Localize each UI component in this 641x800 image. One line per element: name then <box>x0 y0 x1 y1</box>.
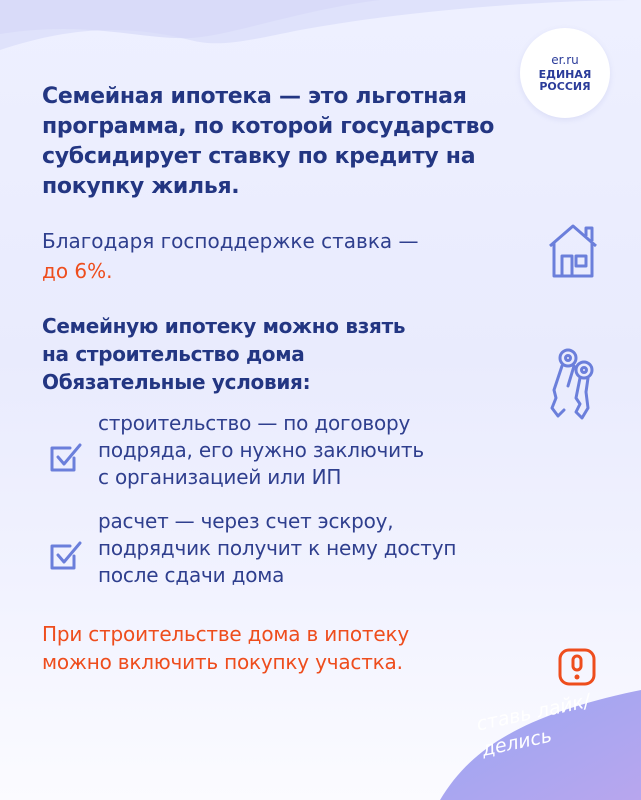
logo-brand-text: ЕДИНАЯ РОССИЯ <box>538 68 592 93</box>
note-line: можно включить покупку участка. <box>42 650 403 674</box>
condition-item <box>98 508 568 589</box>
conditions-heading <box>42 312 512 396</box>
intro-heading: Семейная ипотека — это льготная программа, по которой государство субсидирует ставку по кредиту на покупку жилья. <box>42 84 495 199</box>
house-icon <box>544 222 602 280</box>
condition-line: расчет — через счет эскроу, <box>98 509 394 533</box>
conditions-heading-line1: Семейную ипотеку можно взять <box>42 314 406 338</box>
condition-line: подряда, его нужно заключить <box>98 438 424 462</box>
condition-line: после сдачи дома <box>98 563 285 587</box>
checkbox-icon <box>48 440 84 476</box>
checkbox-icon <box>48 538 84 574</box>
conditions-heading-line2: на строительство дома <box>42 342 305 366</box>
logo-site-text: er.ru <box>551 53 579 67</box>
condition-item <box>98 410 568 491</box>
rate-label: Благодаря господдержке ставка — <box>42 229 419 253</box>
party-logo[interactable] <box>520 28 610 118</box>
land-purchase-note <box>42 620 542 676</box>
note-line: При строительстве дома в ипотеку <box>42 622 409 646</box>
cta-line2: делись <box>479 724 554 761</box>
conditions-heading-line3: Обязательные условия: <box>42 370 311 394</box>
condition-line: с организацией или ИП <box>98 465 342 489</box>
condition-line: строительство — по договору <box>98 411 411 435</box>
rate-value: до 6%. <box>42 259 113 283</box>
warning-icon <box>557 647 597 687</box>
cta-line1: ставь лайк/ <box>474 689 593 736</box>
condition-line: подрядчик получит к нему доступ <box>98 536 457 560</box>
rate-text <box>42 226 522 286</box>
